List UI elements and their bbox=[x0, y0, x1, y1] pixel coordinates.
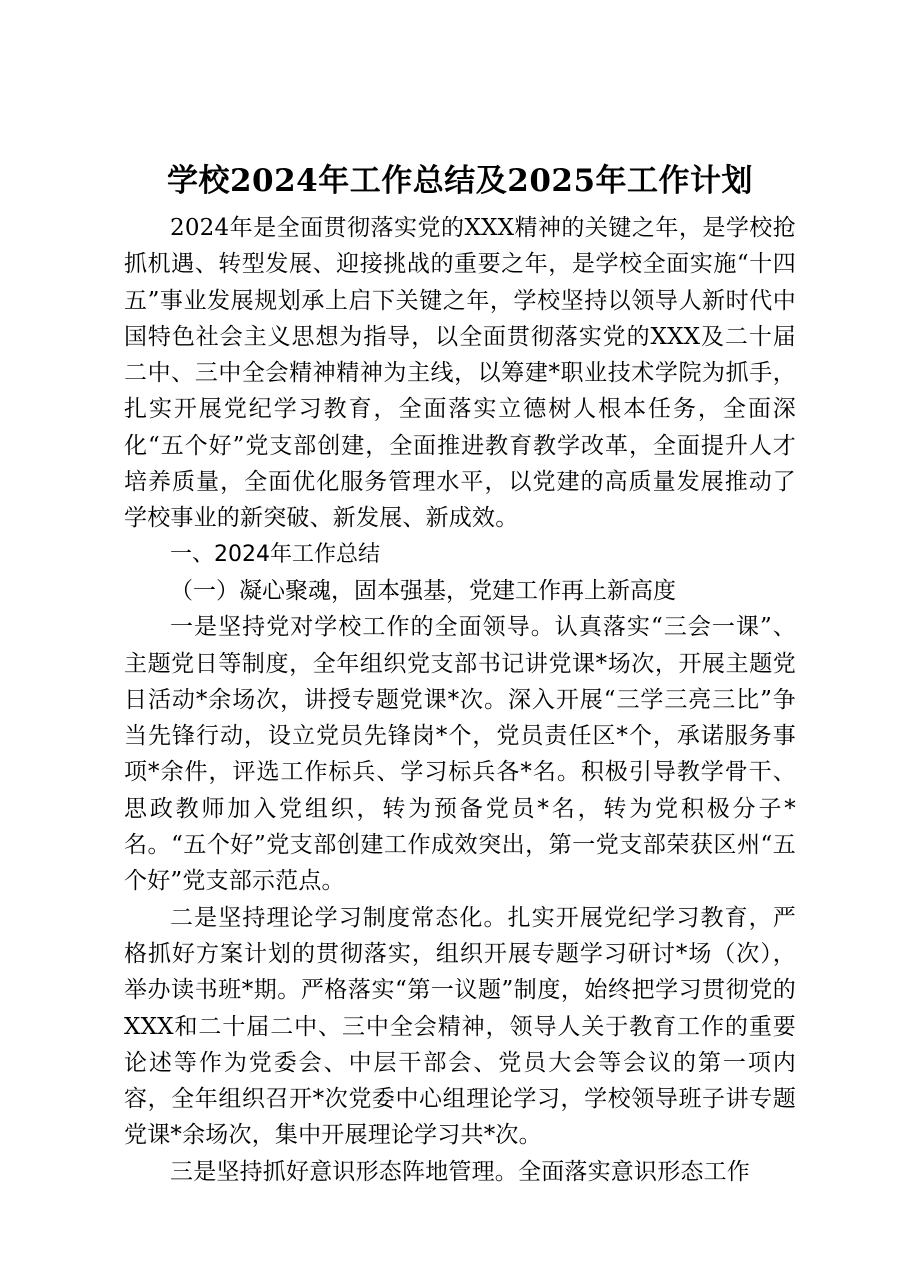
section-heading-work-summary: 一、2024年工作总结 bbox=[170, 541, 380, 567]
paragraph-theory-study: 二是坚持理论学习制度常态化。扎实开展党纪学习教育，严格抓好方案计划的贯彻落实，组织开展专题学习研讨*场（次），举办读书班*期。严格落实“第一议题”制度，始终把学习贯彻党的XXX和二十届二中、三中全会精神，领导人关于教育工作的重要论述等作为党委会、中层干部会、党员大会等会议的第一项内容，全年组织召开*次党委中心组理论学习，学校领导班子讲专题党课*余场次，集中开展理论学习共*次。 bbox=[124, 904, 796, 1149]
subsection-heading-party-building: （一）凝心聚魂，固本强基，党建工作再上新高度 bbox=[170, 577, 676, 604]
paragraph-party-leadership: 一是坚持党对学校工作的全面领导。认真落实“三会一课”、主题党日等制度，全年组织党支部书记讲党课*场次，开展主题党日活动*余场次，讲授专题党课*次。深入开展“三学三亮三比”争当先锋行动，设立党员先锋岗*个，党员责任区*个，承诺服务事项*余件，评选工作标兵、学习标兵各*名。积极引导教学骨干、思政教师加入党组织，转为预备党员*名，转为党积极分子*名。“五个好”党支部创建工作成效突出，第一党支部荣获区州“五个好”党支部示范点。 bbox=[124, 614, 796, 895]
paragraph-ideology-management: 三是坚持抓好意识形态阵地管理。全面落实意识形态工作 bbox=[170, 1158, 750, 1185]
document-title: 学校2024年工作总结及2025年工作计划 bbox=[166, 163, 754, 199]
document-page bbox=[124, 158, 796, 1190]
intro-paragraph: 2024年是全面贯彻落实党的XXX精神的关键之年，是学校抢抓机遇、转型发展、迎接挑战的重要之年，是学校全面实施“十四五”事业发展规划承上启下关键之年，学校坚持以领导人新时代中国特色社会主义思想为指导，以全面贯彻落实党的XXX及二十届二中、三中全会精神精神为主线，以筹建*职业技术学院为抓手，扎实开展党纪学习教育，全面落实立德树人根本任务，全面深化“五个好”党支部创建，全面推进教育教学改革，全面提升人才培养质量，全面优化服务管理水平，以党建的高质量发展推动了学校事业的新突破、新发展、新成效。 bbox=[124, 215, 796, 532]
